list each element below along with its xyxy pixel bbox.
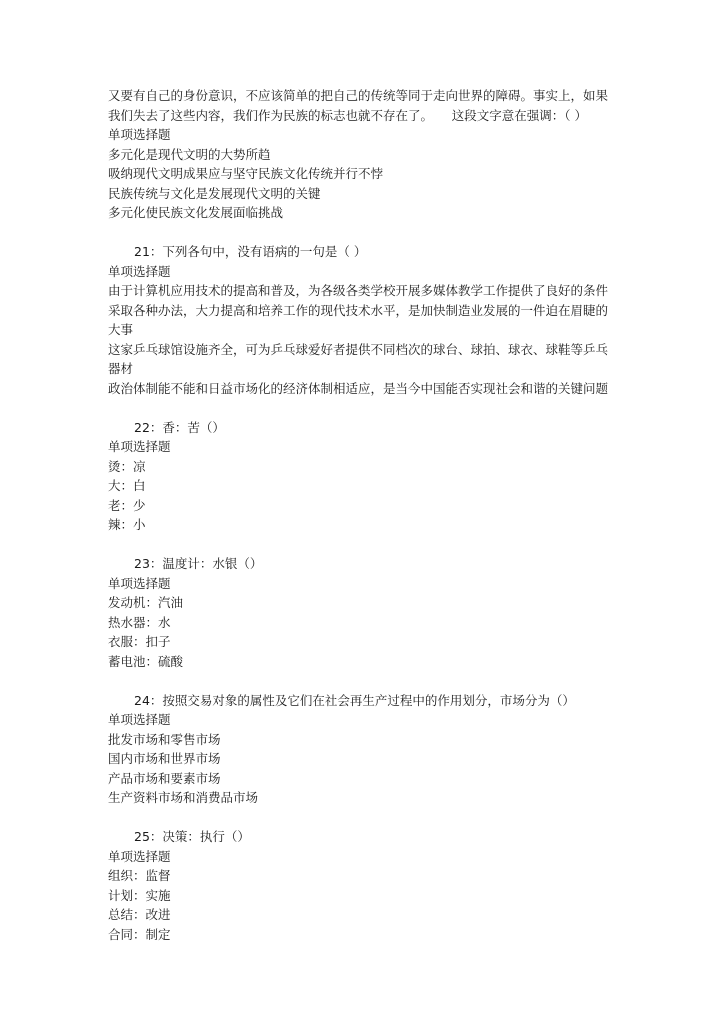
option: 这家乒乓球馆设施齐全，可为乒乓球爱好者提供不同档次的球台、球拍、球衣、球鞋等乒乓器材 — [108, 341, 609, 376]
question-title-24: 24：按照交易对象的属性及它们在社会再生产过程中的作用划分，市场分为（） — [134, 692, 575, 708]
question-type: 单项选择题 — [108, 848, 171, 864]
question-type: 单项选择题 — [108, 712, 171, 727]
question-type: 单项选择题 — [108, 127, 171, 142]
question-title-21: 21：下列各句中，没有语病的一句是（ ） — [134, 244, 367, 259]
option: 衣服：扣子 — [108, 634, 171, 649]
option: 大：白 — [108, 478, 146, 493]
option: 老：少 — [108, 497, 146, 513]
option: 由于计算机应用技术的提高和普及，为各级各类学校开展多媒体教学工作提供了良好的条件 — [108, 283, 609, 298]
question-title-23: 23：温度计：水银（） — [134, 556, 263, 571]
question-passage: 又要有自己的身份意识，不应该简单的把自己的传统等同于走向世界的障碍。事实上，如果我们失去了这些内容，我们作为民族的标志也就不存在了。 这段文字意在强调：（ ） — [108, 88, 609, 123]
option: 政治体制能不能和日益市场化的经济体制相适应，是当今中国能否实现社会和谐的关键问题 — [108, 380, 609, 396]
option: 民族传统与文化是发展现代文明的关键 — [108, 185, 321, 201]
question-type: 单项选择题 — [108, 439, 171, 454]
option: 辣：小 — [108, 517, 146, 532]
question-type: 单项选择题 — [108, 263, 171, 279]
option: 组织：监督 — [108, 868, 171, 883]
option: 多元化是现代文明的大势所趋 — [108, 146, 271, 162]
option: 吸纳现代文明成果应与坚守民族文化传统并行不悖 — [108, 166, 384, 181]
option: 生产资料市场和消费品市场 — [108, 790, 259, 805]
question-title-22: 22：香：苦（） — [134, 419, 225, 435]
option: 蓄电池：硫酸 — [108, 653, 184, 669]
option: 总结：改进 — [108, 907, 171, 922]
option: 热水器：水 — [108, 614, 171, 630]
question-title-25: 25：决策：执行（） — [134, 829, 250, 844]
document-page — [108, 86, 616, 944]
option: 批发市场和零售市场 — [108, 731, 221, 747]
option: 产品市场和要素市场 — [108, 770, 221, 786]
question-type: 单项选择题 — [108, 575, 171, 591]
option: 发动机：汽油 — [108, 595, 184, 610]
option: 烫：凉 — [108, 458, 146, 474]
option: 合同：制定 — [108, 926, 171, 942]
option: 国内市场和世界市场 — [108, 751, 221, 766]
option: 计划：实施 — [108, 887, 171, 903]
option: 多元化使民族文化发展面临挑战 — [108, 205, 284, 220]
option: 采取各种办法，大力提高和培养工作的现代技术水平，是加快制造业发展的一件迫在眉睫的大事 — [108, 302, 609, 337]
